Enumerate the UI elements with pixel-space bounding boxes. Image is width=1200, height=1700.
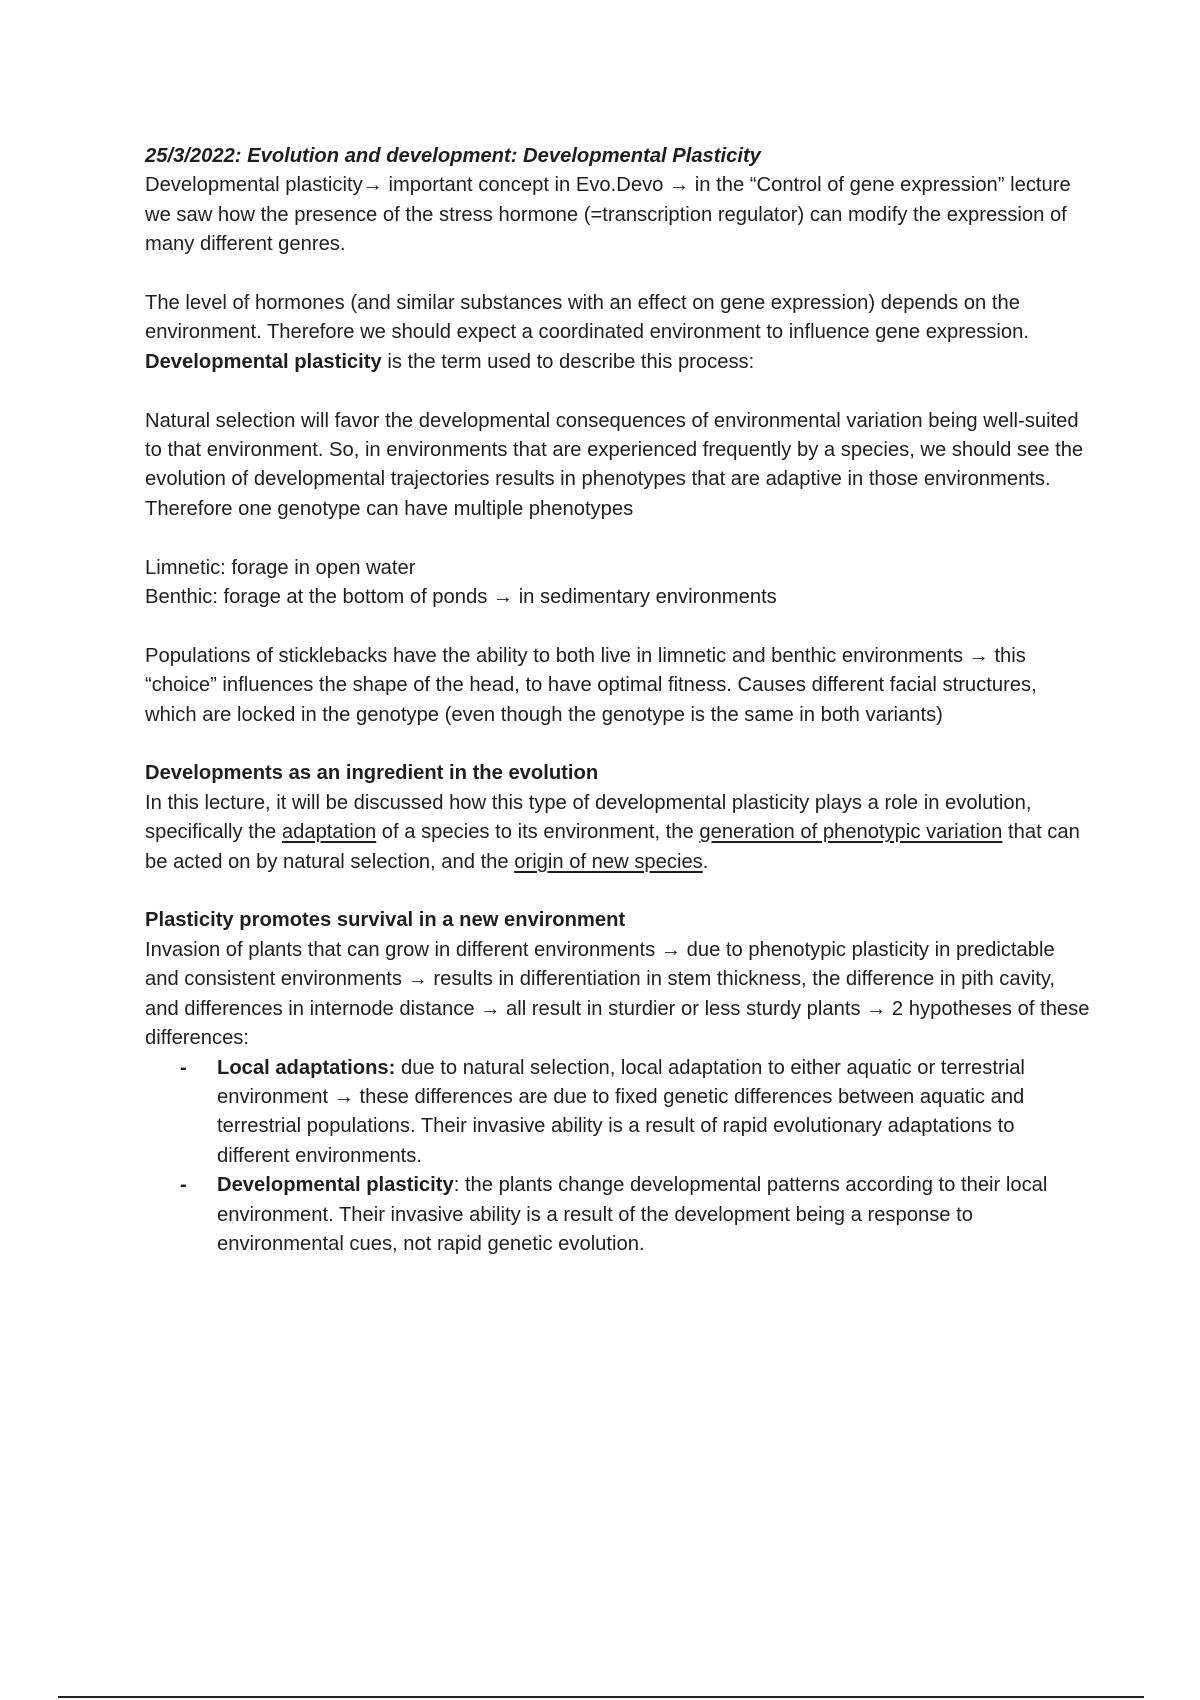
benthic-line: Benthic: forage at the bottom of ponds → in sedimentary environments bbox=[145, 586, 777, 609]
developments-text-4: . bbox=[702, 850, 709, 873]
intro-paragraph: Developmental plasticity→ important concept in Evo.Devo → in the “Control of gene expression” lecture we saw how the presence of the stress hormone (=transcription regulator) can modify the expression of many different genres. bbox=[145, 174, 1071, 256]
document-page bbox=[145, 142, 1090, 1259]
bullet-term: Local adaptations: bbox=[217, 1056, 396, 1079]
list-item bbox=[180, 1171, 1090, 1259]
limnetic-line: Limnetic: forage in open water bbox=[145, 556, 416, 579]
developmental-plasticity-term: Developmental plasticity bbox=[145, 350, 382, 373]
hormone-text-end: is the term used to describe this process: bbox=[381, 350, 755, 373]
bullet-dash: - bbox=[180, 1174, 187, 1197]
page-bottom-divider bbox=[58, 1696, 1144, 1698]
natural-selection-paragraph: Natural selection will favor the developmental consequences of environmental variation being well-suited to that environment. So, in environments that are experienced frequently by a species, we should see the evolution of developmental trajectories results in phenotypes that are adaptive in those environments. Therefore one genotype can have multiple phenotypes bbox=[145, 409, 1084, 520]
hormone-text-start: The level of hormones (and similar substances with an effect on gene expression) depends on the environment. Therefore we should expect a coordinated environment to influence gene expression. bbox=[145, 292, 1029, 344]
hypotheses-list bbox=[145, 1054, 1090, 1260]
document-title: 25/3/2022: Evolution and development: Developmental Plasticity bbox=[145, 145, 761, 167]
list-item bbox=[180, 1054, 1090, 1172]
developments-text-2: of a species to its environment, the bbox=[376, 821, 700, 844]
bullet-text: due to natural selection, local adaptation to either aquatic or terrestrial environment → these differences are due to fixed genetic differences between aquatic and terrestrial populations. Their invasive ability is a result of rapid evolutionary adaptations to different environments. bbox=[217, 1056, 1025, 1167]
plasticity-paragraph: Invasion of plants that can grow in different environments → due to phenotypic plasticity in predictable and consistent environments → results in differentiation in stem thickness, the difference in pith cavity, and differences in internode distance → all result in sturdier or less sturdy plants → 2 hypotheses of these differences: bbox=[145, 938, 1090, 1050]
bullet-term: Developmental plasticity bbox=[217, 1174, 454, 1197]
section-heading-developments: Developments as an ingredient in the evolution bbox=[145, 762, 599, 785]
hormone-paragraph bbox=[145, 289, 1090, 377]
bullet-text: : the plants change developmental patterns according to their local environment. Their invasive ability is a result of the development being a response to environmental cues, not rapid genetic evolution. bbox=[217, 1174, 1048, 1255]
stickleback-paragraph: Populations of sticklebacks have the ability to both live in limnetic and benthic environments → this “choice” influences the shape of the head, to have optimal fitness. Causes different facial structures, which are locked in the genotype (even though the genotype is the same in both variants) bbox=[145, 644, 1037, 726]
developments-text-1: In this lecture, it will be discussed how this type of developmental plasticity plays a role in evolution, specifically the bbox=[145, 791, 1032, 844]
developments-paragraph bbox=[145, 789, 1090, 877]
underlined-origin-of-species: origin of new species bbox=[514, 850, 703, 873]
bullet-dash: - bbox=[180, 1056, 187, 1079]
underlined-phenotypic-variation: generation of phenotypic variation bbox=[699, 821, 1003, 844]
underlined-adaptation: adaptation bbox=[281, 821, 377, 844]
developments-text-3: that can be acted on by natural selection, and the bbox=[145, 821, 1080, 873]
section-heading-plasticity: Plasticity promotes survival in a new environment bbox=[145, 909, 626, 932]
